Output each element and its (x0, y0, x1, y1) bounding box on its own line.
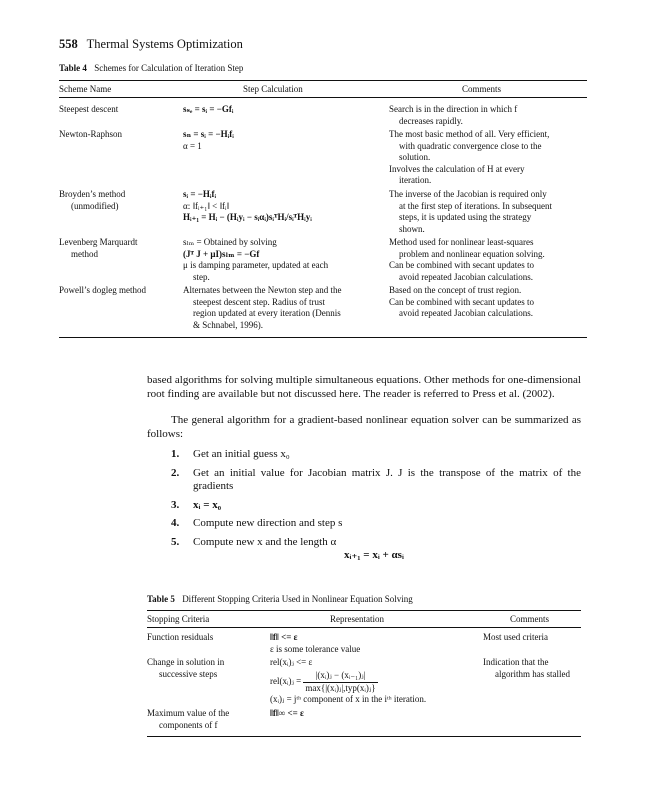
table4-row1-step: sₛₑ = sᵢ = −Gfᵢ (183, 104, 234, 114)
list-item: 4. Compute new direction and step s (171, 517, 343, 530)
table4-bottom-rule (59, 337, 587, 338)
table4-row5-comments: Based on the concept of trust region. Can be combined with secant updates to avoid repeated Jacobian calculations. (389, 285, 534, 319)
table4-row5-step: Alternates between the Newton step and the steepest descent step. Radius of trust region updated at every iteration (Dennis & Schnabel, 1996). (183, 285, 342, 330)
table5-top-rule (147, 610, 581, 611)
table4-row2-comments: The most basic method of all. Very efficient, with quadratic convergence close to the solution. Involves the calculation of H at every iteration. (389, 129, 550, 186)
running-title: Thermal Systems Optimization (86, 37, 243, 51)
table4-caption (59, 63, 243, 73)
table4-col-scheme: Scheme Name (59, 84, 112, 94)
table4-row4-step: sₗₘ = Obtained by solving (Jᵀ J + μI)sₗₘ = −Gf μ is damping parameter, updated at each step. (183, 237, 329, 282)
page-number: 558 (59, 37, 78, 51)
update-equation: xᵢ₊₁ = xᵢ + αsᵢ (344, 549, 404, 561)
table5-caption-text: Different Stopping Criteria Used in Nonlinear Equation Solving (182, 594, 413, 604)
table5-col-comments: Comments (510, 614, 550, 624)
table4-row4-name: Levenberg Marquardt method (59, 237, 138, 259)
table5-row3-rep: ‖f‖∞ <= ε (270, 708, 304, 718)
table5-col-representation: Representation (330, 614, 384, 624)
table5-row3-name: Maximum value of the components of f (147, 708, 230, 730)
table5-row1-comments: Most used criteria (483, 632, 548, 642)
list-item: 3. xᵢ = x₀ (171, 498, 222, 511)
table4-row2-step: sₙ = sᵢ = −Hᵢfᵢ α = 1 (183, 129, 234, 151)
table4-col-step: Step Calculation (243, 84, 303, 94)
body-paragraph-2: The general algorithm for a gradient-based nonlinear equation solver can be summarized as follows: (147, 414, 581, 440)
table5-col-criteria: Stopping Criteria (147, 614, 210, 624)
algorithm-steps (171, 448, 581, 550)
table4-row3-name: Broyden’s method (unmodified) (59, 189, 126, 211)
table4-col-comments: Comments (462, 84, 502, 94)
table4-label: Table 4 (59, 63, 87, 73)
table4-caption-text: Schemes for Calculation of Iteration Step (94, 63, 244, 73)
table4-row1-name: Steepest descent (59, 104, 119, 114)
list-item: 5. Compute new x and the length α (171, 535, 337, 548)
fraction: $\frac{\text{|(xᵢ)ⱼ − (xᵢ₋₁)ⱼ|}}{\text{max\{|(xᵢ)ⱼ|,typ(xᵢ)ⱼ\}}}$ (305, 669, 376, 693)
table5-row1-name: Function residuals (147, 632, 214, 642)
list-item: 1. Get an initial guess x₀ (171, 448, 290, 460)
table5-caption (147, 594, 413, 604)
table4-header-rule (59, 97, 587, 98)
table5-row2-rep: rel(xᵢ)ⱼ <= ε rel(xᵢ)ⱼ = $\frac{\text{|(xᵢ)ⱼ − (xᵢ₋₁)ⱼ|}}{\text{max\{|(xᵢ)ⱼ|,typ(xᵢ)ⱼ\}}}$ (xᵢ)ⱼ = jᵗʰ component of x in the iᵗʰ iteration. (270, 657, 427, 705)
table4-row1-comments: Search is in the direction in which f decreases rapidly. (389, 104, 518, 126)
table5-row2-comments: Indication that the algorithm has stalled (483, 657, 570, 679)
table5-header-rule (147, 627, 581, 628)
body-paragraph-1: based algorithms for solving multiple simultaneous equations. Other methods for one-dimensional root finding are available but not discussed here. The reader is referred to Press et al. (2002). (147, 374, 581, 400)
table4-row2-name: Newton-Raphson (59, 129, 122, 139)
table4-row3-comments: The inverse of the Jacobian is required only at the first step of iterations. In subsequent steps, it is updated using the strategy shown. (389, 189, 552, 234)
table5-row1-rep: ‖f‖ <= ε ε is some tolerance value (270, 632, 361, 654)
table4-row3-step: sᵢ = −Hᵢfᵢ α: ‖fᵢ₊₁‖ < ‖fᵢ‖ Hᵢ₊₁ = Hᵢ − (Hᵢyᵢ − sᵢαᵢ)sᵢᵀHᵢ/sᵢᵀHᵢyᵢ (183, 189, 312, 223)
list-item: 2. Get an initial value for Jacobian matrix J. J is the transpose of the matrix of the gradients (171, 466, 581, 493)
table4-row4-comments: Method used for nonlinear least-squares problem and nonlinear equation solving. Can be combined with secant updates to avoid repeated Jacobian calculations. (389, 237, 545, 282)
table5-row2-name: Change in solution in successive steps (147, 657, 225, 679)
running-header (59, 37, 243, 52)
relative-change-formula: rel(xᵢ)ⱼ = $\frac{\text{|(xᵢ)ⱼ − (xᵢ₋₁)ⱼ|}}{\text{max\{|(xᵢ)ⱼ|,typ(xᵢ)ⱼ\}}}$ (270, 669, 376, 693)
table5-label: Table 5 (147, 594, 175, 604)
table5-bottom-rule (147, 736, 581, 737)
table4-top-rule (59, 80, 587, 81)
table4-row5-name: Powell’s dogleg method (59, 285, 146, 295)
